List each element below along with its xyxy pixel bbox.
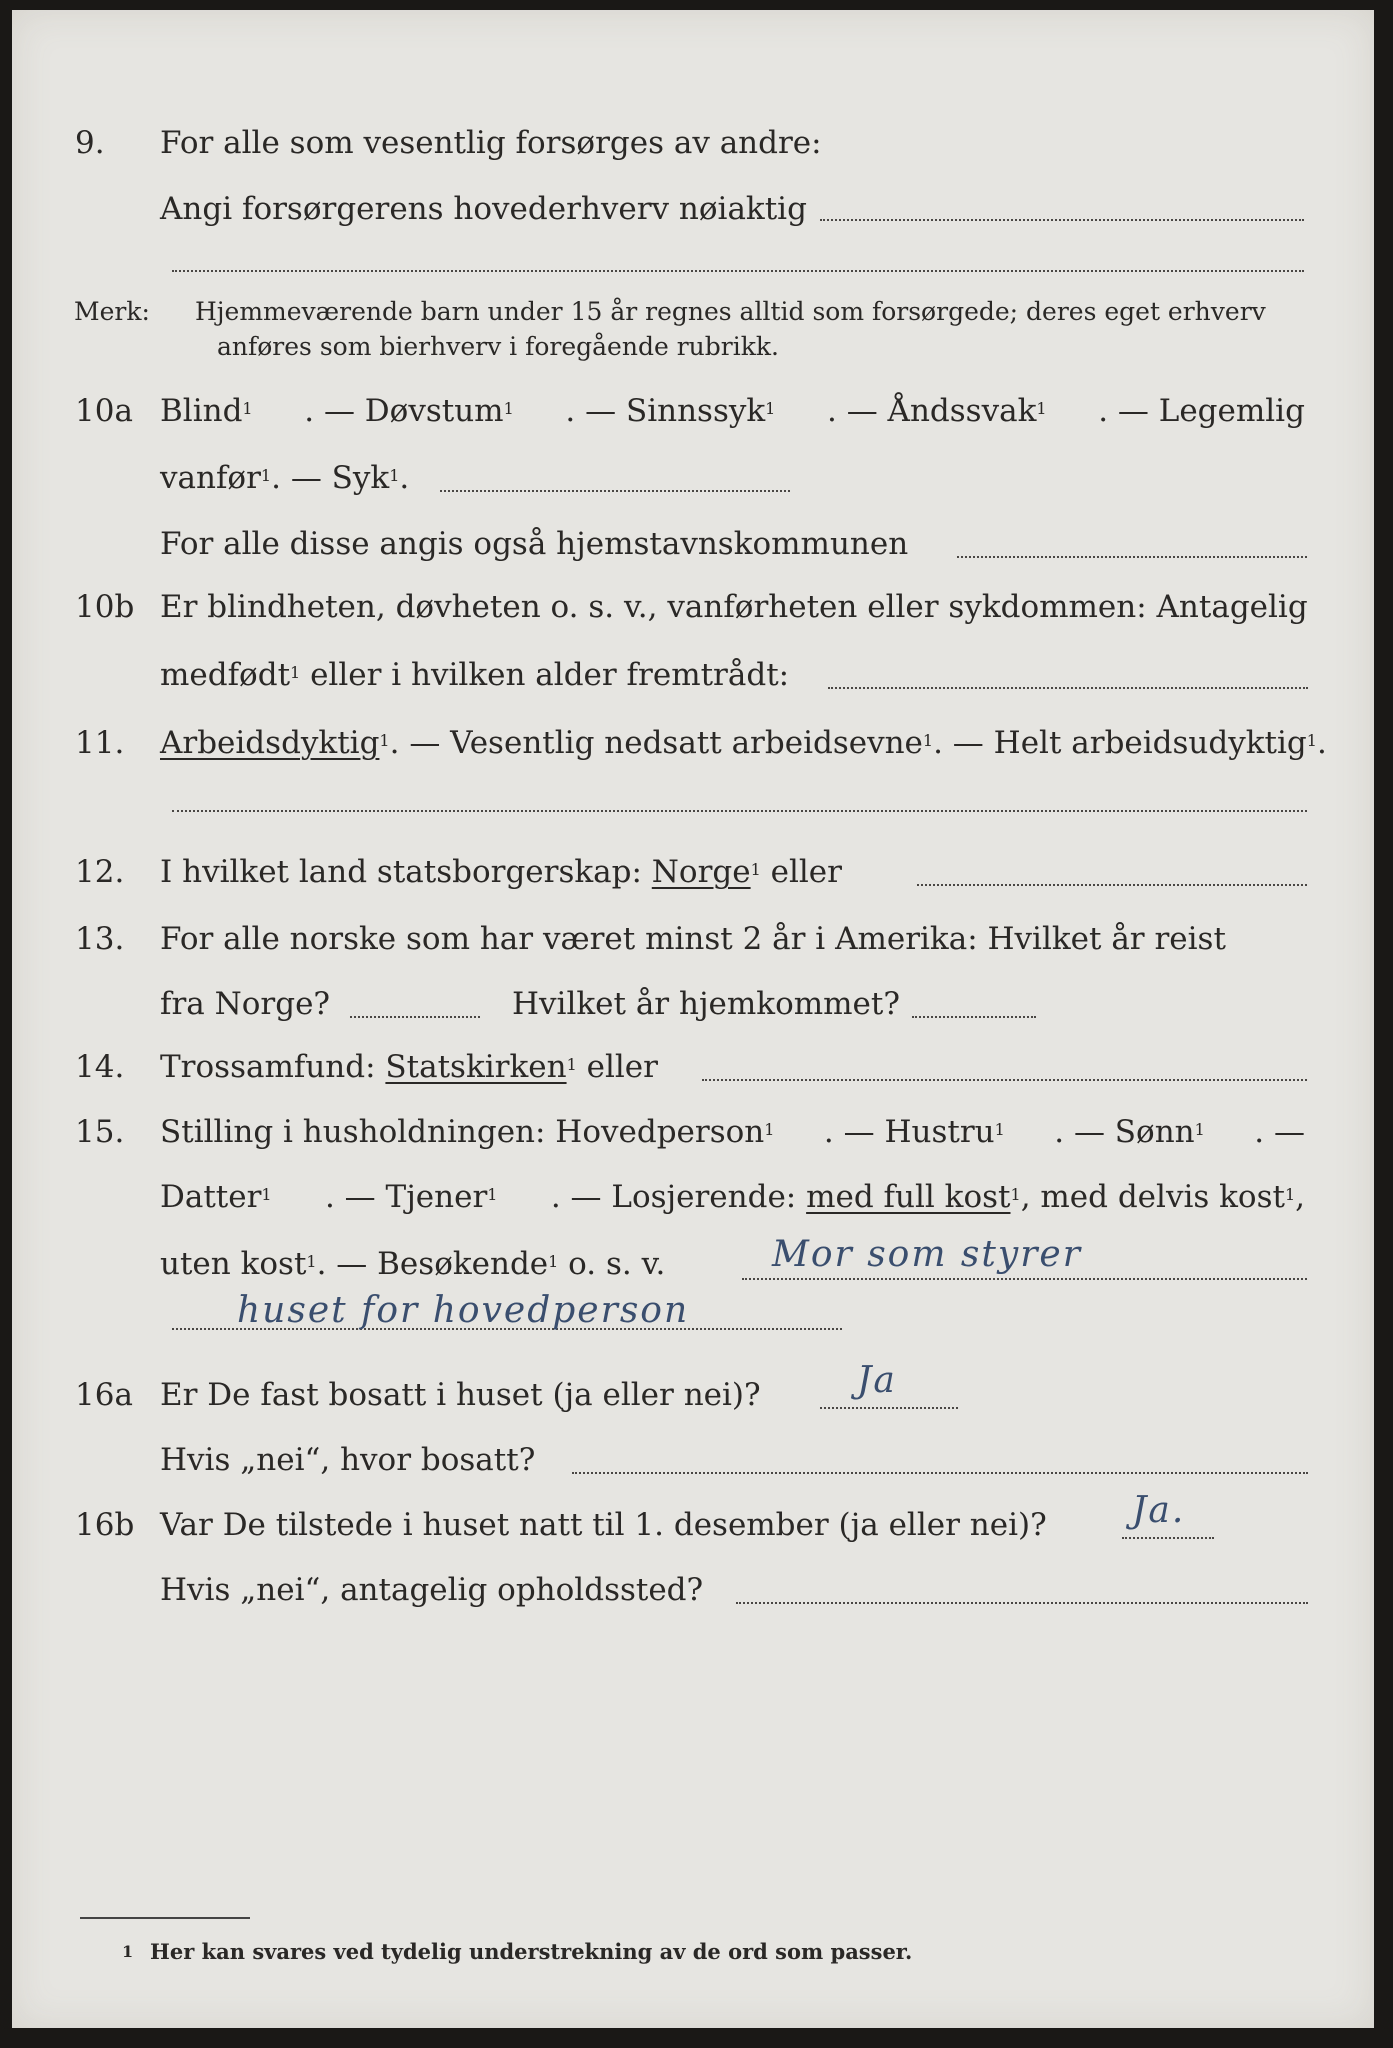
q9-number: 9. bbox=[75, 125, 105, 161]
option-hovedperson[interactable]: Stilling i husholdningen: Hovedperson bbox=[160, 1114, 765, 1150]
option-sonn[interactable]: . — Sønn bbox=[1054, 1114, 1195, 1150]
footnote-mark: 1 bbox=[548, 1252, 559, 1271]
q16b-handwritten: Ja. bbox=[1132, 1490, 1186, 1531]
q15-handwritten-2: huset for hovedperson bbox=[237, 1290, 690, 1331]
q14-answer-line[interactable] bbox=[702, 1079, 1307, 1081]
footnote-mark: 1 bbox=[242, 399, 253, 418]
q13-hjemkommet-answer-line[interactable] bbox=[912, 1016, 1036, 1018]
q10a-number: 10a bbox=[75, 393, 133, 429]
q15-line2 bbox=[160, 1177, 1305, 1217]
q9-answer-line-2[interactable] bbox=[172, 270, 1304, 272]
footnote-mark: 1 bbox=[1010, 1185, 1021, 1204]
q10b-line2 bbox=[160, 655, 789, 695]
census-form-page bbox=[12, 10, 1374, 2028]
q15-line1-end: . — bbox=[1254, 1114, 1305, 1150]
option-statskirken[interactable]: Statskirken bbox=[385, 1049, 567, 1085]
losjerende-label: . — Losjerende: bbox=[550, 1179, 807, 1215]
q11-line1 bbox=[160, 723, 1327, 763]
q15-line3 bbox=[160, 1244, 665, 1284]
option-syk[interactable]: . — Syk bbox=[271, 460, 390, 496]
q15-number: 15. bbox=[75, 1114, 125, 1150]
q14-eller: eller bbox=[576, 1049, 658, 1085]
q12-answer-line[interactable] bbox=[917, 884, 1307, 886]
footnote-mark: 1 bbox=[290, 663, 301, 682]
q16a-number: 16a bbox=[75, 1377, 133, 1413]
option-med-delvis-kost[interactable]: , med delvis kost bbox=[1020, 1179, 1285, 1215]
q16b-opholdssted-answer-line[interactable] bbox=[736, 1602, 1308, 1604]
footnote-mark: 1 bbox=[122, 1942, 134, 1961]
q9-line2: Angi forsørgerens hovederhverv nøiaktig bbox=[160, 191, 807, 227]
footnote-mark: 1 bbox=[922, 731, 934, 750]
q13-reist-answer-line[interactable] bbox=[350, 1016, 480, 1018]
q16a-answer-line[interactable] bbox=[820, 1407, 958, 1409]
q10a-syk-answer-line[interactable] bbox=[440, 490, 790, 492]
q15-line1 bbox=[160, 1112, 1305, 1152]
q16a-line1: Er De fast bosatt i huset (ja eller nei)? bbox=[160, 1377, 761, 1413]
option-uten-kost[interactable]: uten kost bbox=[160, 1246, 307, 1282]
q10a-line2-end: . bbox=[399, 460, 410, 496]
option-legemlig[interactable]: . — Legemlig bbox=[1098, 393, 1305, 429]
q14-line bbox=[160, 1047, 658, 1087]
q16a-bosatt-answer-line[interactable] bbox=[572, 1472, 1308, 1474]
q10b-answer-line[interactable] bbox=[828, 687, 1308, 689]
option-med-full-kost[interactable]: med full kost bbox=[806, 1179, 1011, 1215]
q10a-line3: For alle disse angis også hjemstavnskommunen bbox=[160, 526, 909, 562]
footnote-mark: 1 bbox=[1194, 1120, 1205, 1139]
q14-number: 14. bbox=[75, 1049, 125, 1085]
footnote-mark: 1 bbox=[260, 466, 272, 485]
q12-number: 12. bbox=[75, 854, 125, 890]
option-andssvak[interactable]: . — Åndssvak bbox=[827, 393, 1037, 429]
q9-line1: For alle som vesentlig forsørges av andre: bbox=[160, 125, 822, 161]
q13-line1: For alle norske som har været minst 2 år i Amerika: Hvilket år reist bbox=[160, 921, 1226, 957]
q15-handwritten-1: Mor som styrer bbox=[772, 1234, 1082, 1275]
q10b-number: 10b bbox=[75, 589, 135, 625]
footnote-divider bbox=[80, 1917, 250, 1919]
option-arbeidsdyktig[interactable]: Arbeidsdyktig bbox=[160, 725, 380, 761]
q16b-number: 16b bbox=[75, 1507, 135, 1543]
option-vanfor[interactable]: vanfør bbox=[160, 460, 261, 496]
option-norge[interactable]: Norge bbox=[651, 854, 751, 890]
footnote-mark: 1 bbox=[765, 399, 776, 418]
footnote-mark: 1 bbox=[566, 1055, 577, 1074]
q15-osv: o. s. v. bbox=[558, 1246, 666, 1282]
merk-line1: Hjemmeværende barn under 15 år regnes alltid som forsørgede; deres eget erhverv bbox=[195, 297, 1266, 326]
q16a-line2: Hvis „nei“, hvor bosatt? bbox=[160, 1442, 536, 1478]
q16a-handwritten: Ja bbox=[857, 1360, 897, 1401]
option-arbeidsudyktig[interactable]: . — Helt arbeidsudyktig bbox=[933, 725, 1307, 761]
footnote-mark: 1 bbox=[261, 1185, 272, 1204]
footnote-mark: 1 bbox=[379, 731, 390, 750]
option-sinnssyk[interactable]: . — Sinnssyk bbox=[565, 393, 766, 429]
footnote-mark: 1 bbox=[750, 860, 761, 879]
q13-number: 13. bbox=[75, 921, 125, 957]
q10b-line1: Er blindheten, døvheten o. s. v., vanførheten eller sykdommen: Antagelig bbox=[160, 589, 1308, 625]
footnote-mark: 1 bbox=[389, 466, 400, 485]
q16b-answer-line[interactable] bbox=[1122, 1537, 1214, 1539]
q15-line2-end: , bbox=[1295, 1179, 1305, 1215]
q16b-line1: Var De tilstede i huset natt til 1. desember (ja eller nei)? bbox=[160, 1507, 1047, 1543]
q11-answer-line[interactable] bbox=[172, 810, 1307, 812]
footnote-text: Her kan svares ved tydelig understrekning av de ord som passer. bbox=[150, 1939, 913, 1964]
option-dovstum[interactable]: . — Døvstum bbox=[304, 393, 504, 429]
merk-label: Merk: bbox=[74, 297, 150, 326]
q9-answer-line[interactable] bbox=[820, 219, 1304, 221]
q12-eller: eller bbox=[760, 854, 842, 890]
footnote-mark: 1 bbox=[306, 1252, 317, 1271]
option-hustru[interactable]: . — Hustru bbox=[823, 1114, 995, 1150]
q10a-line1 bbox=[160, 391, 1305, 431]
option-medfodt[interactable]: medfødt bbox=[160, 657, 291, 693]
q12-line bbox=[160, 852, 842, 892]
q10b-line2-rest: eller i hvilken alder fremtrådt: bbox=[300, 657, 790, 693]
q15-answer-line[interactable] bbox=[742, 1278, 1307, 1280]
q10a-line2 bbox=[160, 458, 409, 498]
footnote-mark: 1 bbox=[1036, 399, 1047, 418]
q12-label: I hvilket land statsborgerskap: bbox=[160, 854, 652, 890]
q16b-line2: Hvis „nei“, antagelig opholdssted? bbox=[160, 1572, 704, 1608]
option-blind[interactable]: Blind bbox=[160, 393, 243, 429]
option-nedsatt-arbeidsevne[interactable]: . — Vesentlig nedsatt arbeidsevne bbox=[389, 725, 923, 761]
option-datter[interactable]: Datter bbox=[160, 1179, 262, 1215]
footnote-mark: 1 bbox=[487, 1185, 498, 1204]
option-tjener[interactable]: . — Tjener bbox=[324, 1179, 488, 1215]
footnote-mark: 1 bbox=[764, 1120, 775, 1139]
footnote-mark: 1 bbox=[1306, 731, 1317, 750]
q13-reist-label: fra Norge? bbox=[160, 986, 331, 1022]
footnote-mark: 1 bbox=[994, 1120, 1005, 1139]
option-besokende[interactable]: . — Besøkende bbox=[316, 1246, 549, 1282]
footnote-mark: 1 bbox=[1284, 1185, 1296, 1204]
q10a-hjemstavn-answer-line[interactable] bbox=[957, 556, 1307, 558]
q14-label: Trossamfund: bbox=[160, 1049, 386, 1085]
footnote-mark: 1 bbox=[503, 399, 514, 418]
q13-hjemkommet-label: Hvilket år hjemkommet? bbox=[512, 986, 900, 1022]
q11-end: . bbox=[1316, 725, 1327, 761]
merk-line2: anføres som bierhverv i foregående rubrikk. bbox=[217, 332, 779, 361]
q11-number: 11. bbox=[75, 725, 125, 761]
